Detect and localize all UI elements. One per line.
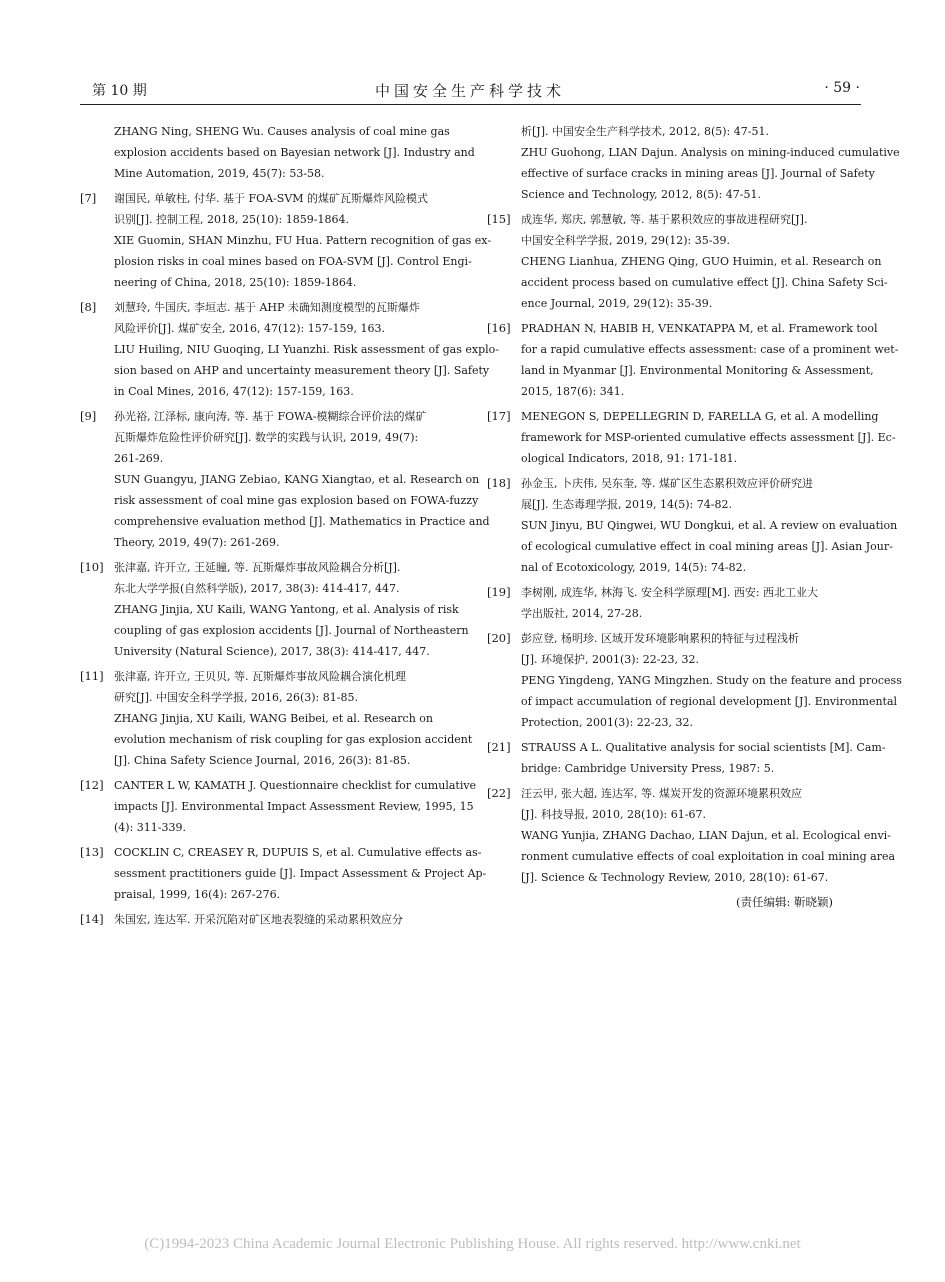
reference-line: explosion accidents based on Bayesian network [J]. Industry and <box>114 146 475 159</box>
reference-line: [J]. Science & Technology Review, 2010, 28(10): 61-67. <box>521 871 829 884</box>
reference-number: [20] <box>487 631 511 645</box>
reference-line: impacts [J]. Environmental Impact Assessment Review, 1995, 15 <box>114 800 474 813</box>
reference-entry <box>80 188 492 293</box>
reference-line: Theory, 2019, 49(7): 261-269. <box>114 536 280 549</box>
reference-number: [17] <box>487 409 511 423</box>
reference-line: risk assessment of coal mine gas explosion based on FOWA-fuzzy <box>114 494 479 507</box>
reference-line: evolution mechanism of risk coupling for gas explosion accident <box>114 733 473 746</box>
reference-entry <box>487 406 896 469</box>
reference-line: 中国安全科学学报, 2019, 29(12): 35-39. <box>521 234 730 247</box>
reference-line: in Coal Mines, 2016, 47(12): 157-159, 163. <box>114 385 354 398</box>
reference-line: 研究[J]. 中国安全科学学报, 2016, 26(3): 81-85. <box>114 691 358 704</box>
reference-entry <box>80 666 473 771</box>
reference-line: 识别[J]. 控制工程, 2018, 25(10): 1859-1864. <box>114 213 349 226</box>
reference-line: coupling of gas explosion accidents [J]. Journal of Northeastern <box>114 624 469 637</box>
reference-line: 析[J]. 中国安全生产科学技术, 2012, 8(5): 47-51. <box>521 125 769 138</box>
reference-line: PENG Yingdeng, YANG Mingzhen. Study on the feature and process <box>521 674 902 687</box>
reference-line: praisal, 1999, 16(4): 267-276. <box>114 888 281 901</box>
reference-entry <box>80 297 499 402</box>
reference-entry <box>80 909 454 930</box>
reference-number: [18] <box>487 476 511 490</box>
reference-number: [7] <box>80 191 97 205</box>
reference-line: accident process based on cumulative effect [J]. China Safety Sci- <box>521 276 888 289</box>
reference-line: 彭应登, 杨明珍. 区域开发环境影响累积的特征与过程浅析 <box>521 632 799 645</box>
reference-line: (4): 311-339. <box>114 821 186 834</box>
reference-number: [19] <box>487 585 511 599</box>
reference-line: ZHANG Jinjia, XU Kaili, WANG Beibei, et al. Research on <box>114 712 433 725</box>
reference-entry <box>487 209 888 314</box>
reference-line: 风险评价[J]. 煤矿安全, 2016, 47(12): 157-159, 163. <box>114 322 385 335</box>
journal-title: 中国安全生产科学技术 <box>374 82 565 100</box>
reference-entry <box>487 318 899 402</box>
reference-line: 张津嘉, 许开立, 王贝贝, 等. 瓦斯爆炸事故风险耦合演化机理 <box>114 670 406 683</box>
reference-line: 李树刚, 成连华, 林海飞. 安全科学原理[M]. 西安: 西北工业大 <box>521 586 819 599</box>
reference-line: CHENG Lianhua, ZHENG Qing, GUO Huimin, et al. Research on <box>521 255 882 268</box>
issue-number: 第 10 期 <box>92 83 147 99</box>
reference-line: XIE Guomin, SHAN Minzhu, FU Hua. Pattern recognition of gas ex- <box>114 234 492 247</box>
right-column <box>487 121 902 913</box>
reference-line: University (Natural Science), 2017, 38(3): 414-417, 447. <box>114 645 430 658</box>
reference-line: 2015, 187(6): 341. <box>521 385 625 398</box>
reference-line: ological Indicators, 2018, 91: 171-181. <box>521 452 738 465</box>
reference-line: sessment practitioners guide [J]. Impact Assessment & Project Ap- <box>114 867 487 880</box>
reference-entry <box>487 121 900 205</box>
reference-line: for a rapid cumulative effects assessment: case of a prominent wet- <box>521 343 899 356</box>
reference-line: ence Journal, 2019, 29(12): 35-39. <box>521 297 713 310</box>
copyright-footer: (C)1994-2023 China Academic Journal Electronic Publishing House. All rights reserved. http://www.cnki.net <box>144 1236 801 1252</box>
reference-entry <box>487 582 861 624</box>
editor-note: (责任编辑: 靳晓颖) <box>735 895 833 909</box>
reference-line: 孙金玉, 卜庆伟, 吴东奎, 等. 煤矿区生态累积效应评价研究进 <box>521 477 813 490</box>
reference-entry <box>80 557 469 662</box>
reference-line: comprehensive evaluation method [J]. Mathematics in Practice and <box>114 515 490 528</box>
reference-line: 朱国宏, 连达军. 开采沉陷对矿区地表裂缝的采动累积效应分 <box>114 913 403 926</box>
reference-entry <box>487 473 898 578</box>
reference-line: land in Myanmar [J]. Environmental Monitoring & Assessment, <box>521 364 874 377</box>
reference-line: 孙光裕, 江泽标, 康向涛, 等. 基于 FOWA-模糊综合评价法的煤矿 <box>114 410 427 423</box>
reference-line: CANTER L W, KAMATH J. Questionnaire checklist for cumulative <box>114 779 477 792</box>
reference-line: 东北大学学报(自然科学版), 2017, 38(3): 414-417, 447. <box>114 582 400 595</box>
reference-line: 张津嘉, 许开立, 王延瞳, 等. 瓦斯爆炸事故风险耦合分析[J]. <box>114 561 401 574</box>
header-rule <box>80 104 861 105</box>
reference-line: 学出版社, 2014, 27-28. <box>521 607 643 620</box>
reference-line: Mine Automation, 2019, 45(7): 53-58. <box>114 167 325 180</box>
reference-entry <box>487 628 902 733</box>
reference-number: [22] <box>487 786 511 800</box>
reference-line: [J]. 科技导报, 2010, 28(10): 61-67. <box>521 808 706 821</box>
reference-number: [9] <box>80 409 97 423</box>
reference-number: [15] <box>487 212 511 226</box>
reference-line: framework for MSP-oriented cumulative effects assessment [J]. Ec- <box>521 431 896 444</box>
reference-line: Protection, 2001(3): 22-23, 32. <box>521 716 693 729</box>
reference-entry <box>80 406 490 553</box>
reference-number: [10] <box>80 560 104 574</box>
reference-entry <box>487 783 896 888</box>
reference-line: neering of China, 2018, 25(10): 1859-1864. <box>114 276 357 289</box>
reference-line: of ecological cumulative effect in coal mining areas [J]. Asian Jour- <box>521 540 893 553</box>
reference-number: [16] <box>487 321 511 335</box>
reference-line: sion based on AHP and uncertainty measurement theory [J]. Safety <box>114 364 490 377</box>
reference-line: 汪云甲, 张大超, 连达军, 等. 煤炭开发的资源环境累积效应 <box>521 787 802 800</box>
reference-line: ZHU Guohong, LIAN Dajun. Analysis on mining-induced cumulative <box>521 146 900 159</box>
reference-line: Science and Technology, 2012, 8(5): 47-51. <box>521 188 762 201</box>
reference-entry <box>487 737 886 779</box>
reference-line: nal of Ecotoxicology, 2019, 14(5): 74-82. <box>521 561 747 574</box>
reference-line: ZHANG Jinjia, XU Kaili, WANG Yantong, et al. Analysis of risk <box>114 603 459 616</box>
reference-entry <box>80 775 477 838</box>
reference-line: COCKLIN C, CREASEY R, DUPUIS S, et al. Cumulative effects as- <box>114 846 482 859</box>
reference-number: [21] <box>487 740 511 754</box>
reference-line: plosion risks in coal mines based on FOA-SVM [J]. Control Engi- <box>114 255 472 268</box>
reference-line: SUN Jinyu, BU Qingwei, WU Dongkui, et al. A review on evaluation <box>521 519 898 532</box>
reference-line: ronment cumulative effects of coal exploitation in coal mining area <box>521 850 896 863</box>
reference-line: [J]. 环境保护, 2001(3): 22-23, 32. <box>521 653 699 666</box>
reference-line: 展[J]. 生态毒理学报, 2019, 14(5): 74-82. <box>521 498 732 511</box>
reference-line: 成连华, 郑庆, 郭慧敏, 等. 基于累积效应的事故进程研究[J]. <box>521 213 808 226</box>
reference-line: 261-269. <box>114 452 164 465</box>
reference-line: ZHANG Ning, SHENG Wu. Causes analysis of coal mine gas <box>114 125 450 138</box>
reference-entry <box>80 121 475 184</box>
reference-number: [8] <box>80 300 97 314</box>
reference-line: 瓦斯爆炸危险性评价研究[J]. 数学的实践与认识, 2019, 49(7): <box>114 431 419 444</box>
reference-line: 谢国民, 单敏柱, 付华. 基于 FOA-SVM 的煤矿瓦斯爆炸风险模式 <box>114 192 429 205</box>
reference-line: of impact accumulation of regional development [J]. Environmental <box>521 695 898 708</box>
reference-entry <box>80 842 487 905</box>
reference-number: [11] <box>80 669 104 683</box>
reference-line: bridge: Cambridge University Press, 1987: 5. <box>521 762 775 775</box>
reference-line: [J]. China Safety Science Journal, 2016, 26(3): 81-85. <box>114 754 411 767</box>
reference-line: PRADHAN N, HABIB H, VENKATAPPA M, et al. Framework tool <box>521 322 878 335</box>
reference-line: WANG Yunjia, ZHANG Dachao, LIAN Dajun, et al. Ecological envi- <box>521 829 891 842</box>
running-header <box>80 80 860 100</box>
reference-number: [13] <box>80 845 104 859</box>
reference-number: [12] <box>80 778 104 792</box>
page-number: · 59 · <box>824 80 860 96</box>
reference-line: MENEGON S, DEPELLEGRIN D, FARELLA G, et al. A modelling <box>521 410 879 423</box>
reference-line: SUN Guangyu, JIANG Zebiao, KANG Xiangtao, et al. Research on <box>114 473 480 486</box>
reference-line: LIU Huiling, NIU Guoqing, LI Yuanzhi. Risk assessment of gas explo- <box>114 343 499 356</box>
reference-line: 刘慧玲, 牛国庆, 李垣志. 基于 AHP 未确知测度模型的瓦斯爆炸 <box>114 301 420 314</box>
reference-line: effective of surface cracks in mining areas [J]. Journal of Safety <box>521 167 875 180</box>
reference-line: STRAUSS A L. Qualitative analysis for social scientists [M]. Cam- <box>521 741 886 754</box>
reference-number: [14] <box>80 912 104 926</box>
